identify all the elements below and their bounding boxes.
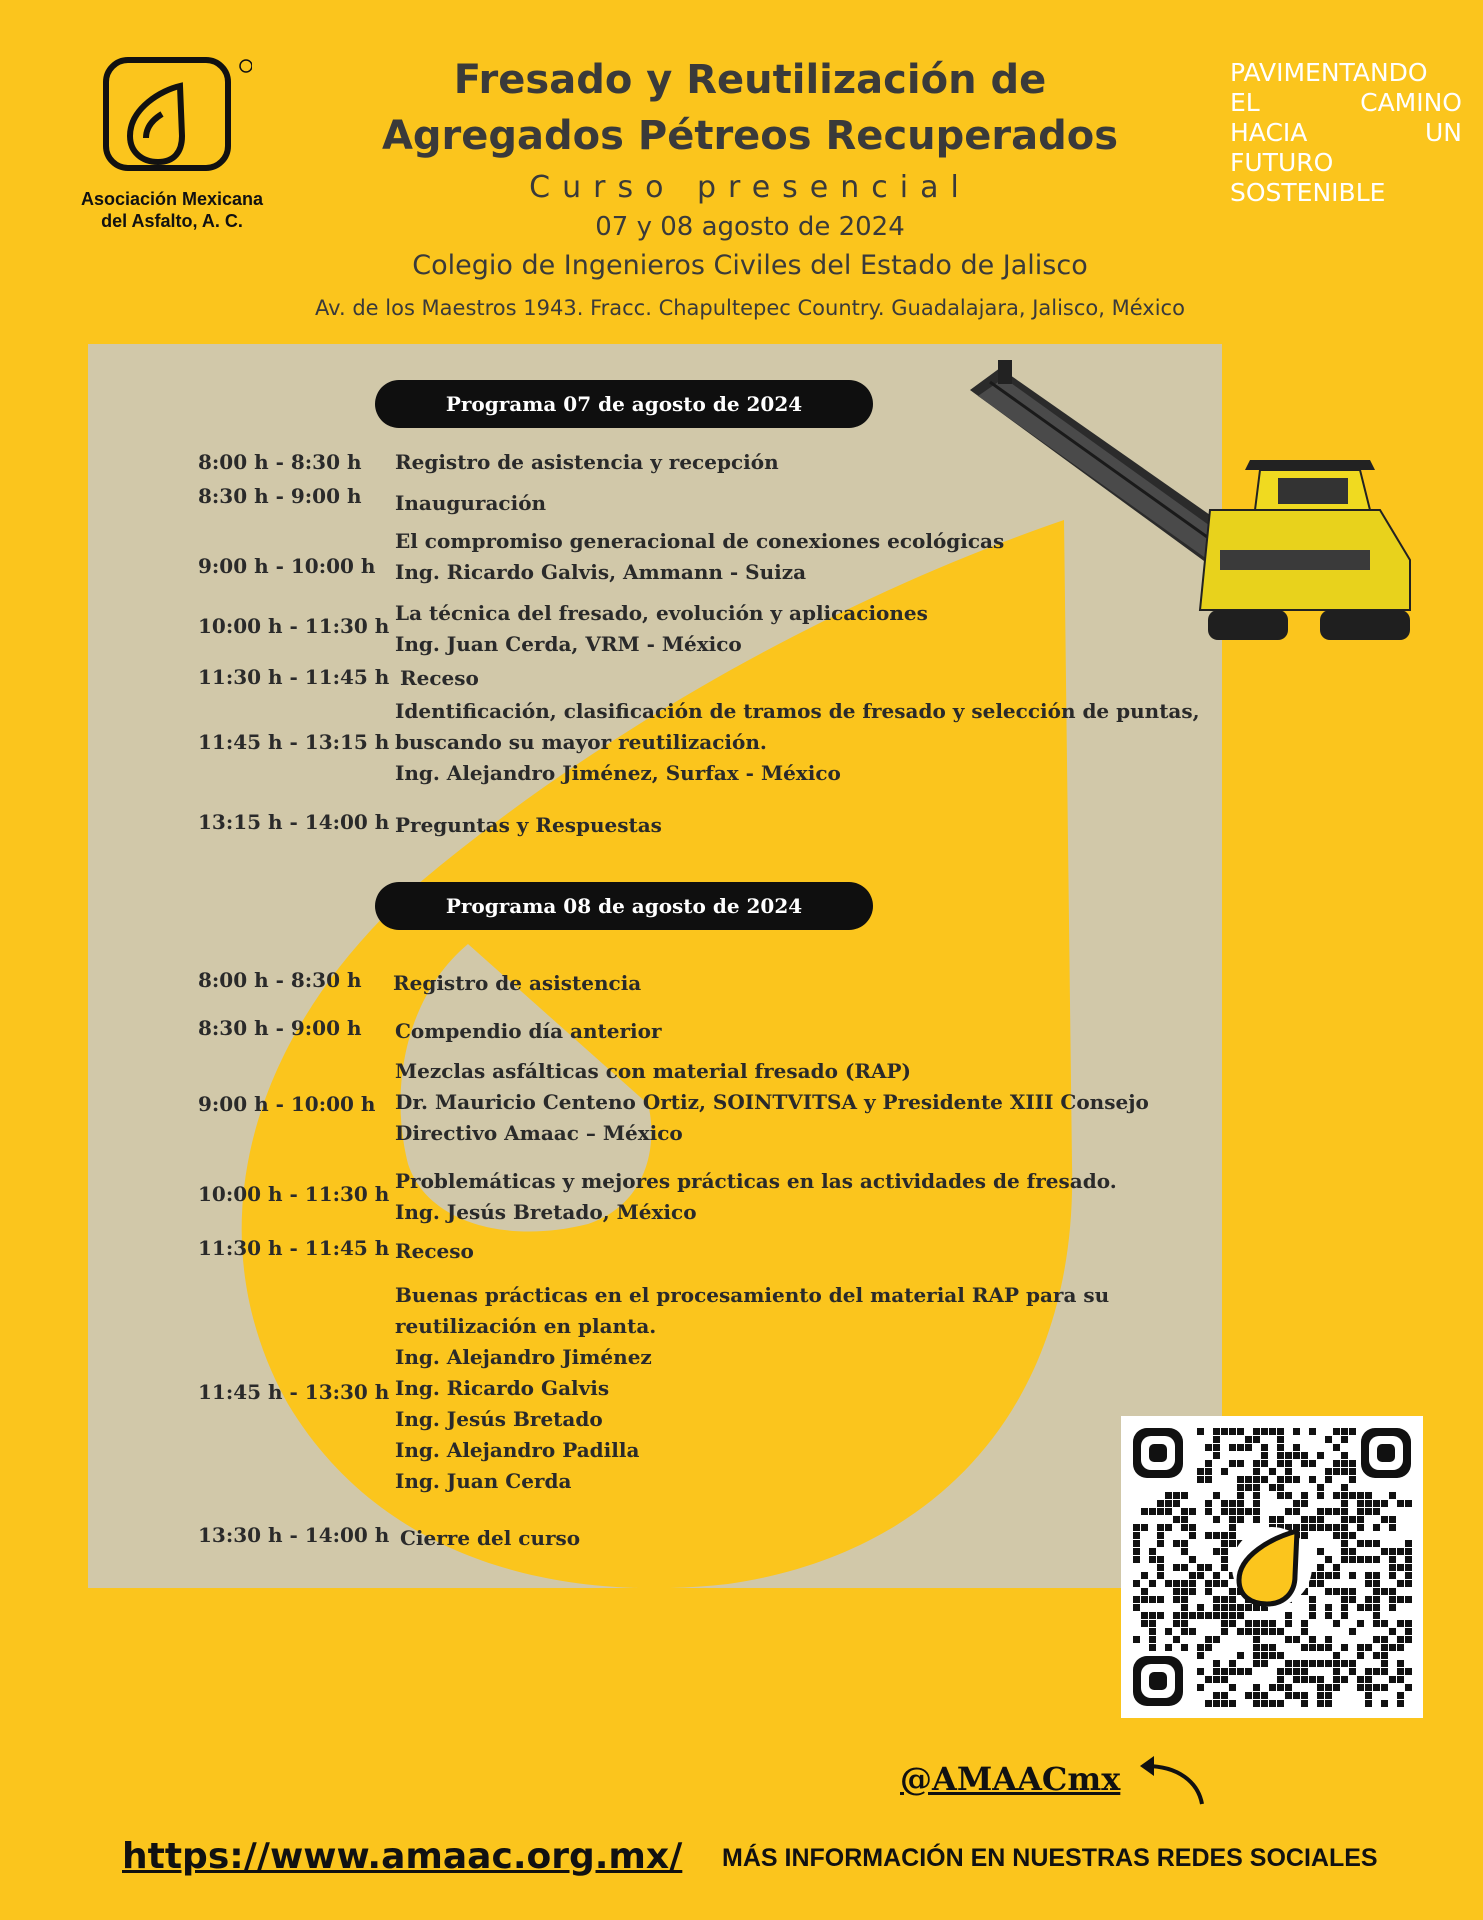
row-time: 10:00 h - 11:30 h (198, 614, 390, 638)
row-time: 11:30 h - 11:45 h (198, 1236, 390, 1260)
address: Av. de los Maestros 1943. Fracc. Chapultepec Country. Guadalajara, Jalisco, México (315, 296, 1185, 320)
row-text: Dr. Mauricio Centeno Ortiz, SOINTVITSA y Presidente XIII Consejo (395, 1090, 1149, 1114)
row-time: 11:45 h - 13:15 h (198, 730, 390, 754)
slogan-line: SOSTENIBLE (1230, 178, 1386, 207)
row-time: 10:00 h - 11:30 h (198, 1182, 390, 1206)
row-text: reutilización en planta. (395, 1314, 657, 1338)
row-text: Ing. Ricardo Galvis (395, 1376, 610, 1400)
venue: Colegio de Ingenieros Civiles del Estado de Jalisco (412, 250, 1088, 281)
row-text: Ing. Jesús Bretado, México (395, 1200, 697, 1224)
row-text: Problemáticas y mejores prácticas en las actividades de fresado. (395, 1169, 1117, 1193)
row-time: 8:00 h - 8:30 h (198, 968, 362, 992)
row-time: 11:45 h - 13:30 h (198, 1380, 390, 1404)
day2-heading: Programa 08 de agosto de 2024 (375, 882, 873, 930)
row-text: Ing. Alejandro Padilla (395, 1438, 640, 1462)
row-text: Receso (400, 666, 479, 690)
row-text: buscando su mayor reutilización. (395, 730, 767, 754)
amaac-logo (62, 56, 282, 246)
row-text: Identificación, clasificación de tramos de fresado y selección de puntas, (395, 699, 1200, 723)
curved-arrow-icon (1138, 1752, 1208, 1808)
subtitle: Curso presencial (529, 170, 971, 205)
org-name-line2: del Asfalto, A. C. (101, 211, 243, 231)
row-text: Ing. Juan Cerda, VRM - México (395, 632, 742, 656)
row-text: Receso (395, 1239, 474, 1263)
row-time: 9:00 h - 10:00 h (198, 1092, 376, 1116)
qr-code-icon (1121, 1416, 1423, 1718)
slogan-line: HACIA UN (1230, 118, 1462, 147)
row-text: La técnica del fresado, evolución y aplicaciones (395, 601, 928, 625)
qr-code[interactable] (1121, 1416, 1423, 1718)
row-text: Mezclas asfálticas con material fresado (RAP) (395, 1059, 911, 1083)
row-text: Inauguración (395, 491, 547, 515)
slogan-line: EL CAMINO (1230, 88, 1462, 117)
website-link[interactable]: https://www.amaac.org.mx/ (122, 1836, 683, 1877)
row-time: 13:15 h - 14:00 h (198, 810, 390, 834)
drop-logo-icon (102, 56, 252, 176)
row-text: Compendio día anterior (395, 1019, 662, 1043)
row-time: 9:00 h - 10:00 h (198, 554, 376, 578)
row-time: 8:30 h - 9:00 h (198, 484, 362, 508)
slogan-line: FUTURO (1230, 148, 1334, 177)
social-handle-link[interactable]: @AMAACmx (900, 1760, 1121, 1798)
row-text: Ing. Alejandro Jiménez, Surfax - México (395, 761, 841, 785)
row-text: Preguntas y Respuestas (395, 813, 662, 837)
row-time: 13:30 h - 14:00 h (198, 1523, 390, 1547)
row-text: Ing. Juan Cerda (395, 1469, 572, 1493)
row-time: 8:00 h - 8:30 h (198, 450, 362, 474)
row-text: Directivo Amaac – México (395, 1121, 683, 1145)
row-text: Ing. Ricardo Galvis, Ammann - Suiza (395, 560, 807, 584)
row-text: El compromiso generacional de conexiones ecológicas (395, 529, 1005, 553)
more-info-text: MÁS INFORMACIÓN EN NUESTRAS REDES SOCIALES (722, 1844, 1378, 1872)
slogan (1230, 58, 1462, 208)
row-text: Registro de asistencia (393, 971, 642, 995)
row-time: 8:30 h - 9:00 h (198, 1016, 362, 1040)
org-name-line1: Asociación Mexicana (80, 189, 264, 209)
title-line1: Fresado y Reutilización de (453, 57, 1047, 103)
row-text: Buenas prácticas en el procesamiento del material RAP para su (395, 1283, 1110, 1307)
row-text: Ing. Alejandro Jiménez (395, 1345, 652, 1369)
course-dates: 07 y 08 agosto de 2024 (595, 212, 905, 242)
slogan-line: PAVIMENTANDO (1230, 58, 1428, 87)
day1-heading: Programa 07 de agosto de 2024 (375, 380, 873, 428)
row-text: Registro de asistencia y recepción (395, 450, 779, 474)
row-text: Cierre del curso (400, 1526, 581, 1550)
row-time: 11:30 h - 11:45 h (198, 665, 390, 689)
title-line2: Agregados Pétreos Recuperados (381, 113, 1119, 159)
milling-machine-image (960, 360, 1450, 660)
row-text: Ing. Jesús Bretado (395, 1407, 603, 1431)
page-title (300, 52, 1200, 164)
